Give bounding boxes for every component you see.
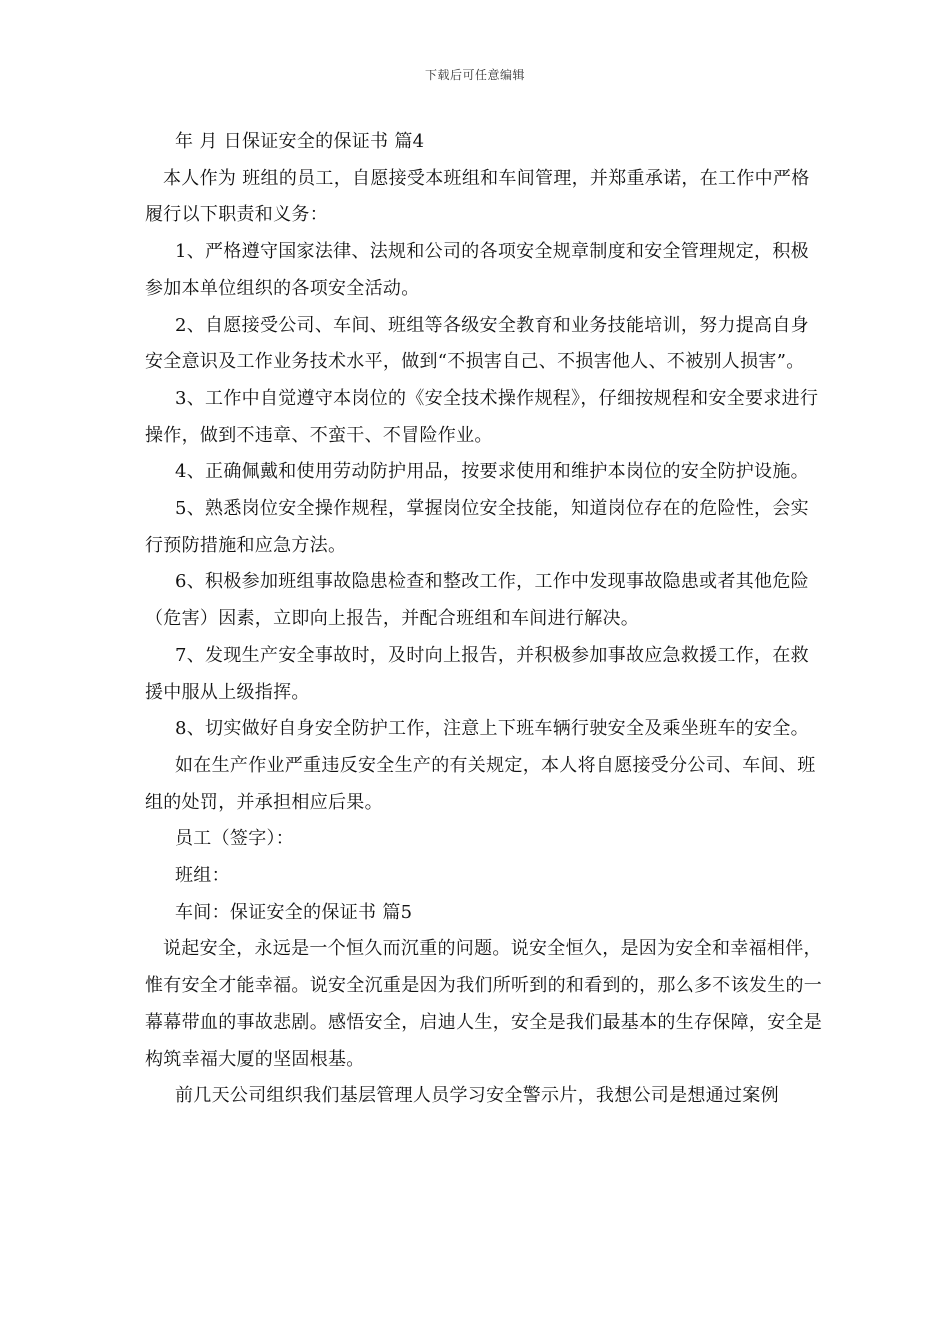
paragraph: 年 月 日保证安全的保证书 篇4 (175, 131, 425, 152)
paragraph: 1、严格遵守国家法律、法规和公司的各项安全规章制度和安全管理规定，积极参加本单位组织的各项安全活动。 (145, 241, 809, 299)
paragraph: 6、积极参加班组事故隐患检查和整改工作，工作中发现事故隐患或者其他危险（危害）因素，立即向上报告，并配合班组和车间进行解决。 (145, 571, 809, 630)
paragraph: 车间：保证安全的保证书 篇5 (175, 901, 413, 923)
paragraph: 2、自愿接受公司、车间、班组等各级安全教育和业务技能培训，努力提高自身安全意识及工作业务技术水平，做到“不损害自己、不损害他人、不被别人损害”。 (145, 314, 809, 373)
paragraph: 如在生产作业严重违反安全生产的有关规定，本人将自愿接受分公司、车间、班组的处罚，并承担相应后果。 (145, 754, 816, 813)
document-body (145, 124, 825, 1115)
header-note: 下载后可任意编辑 (424, 68, 525, 82)
paragraph: 班组： (175, 865, 230, 887)
paragraph: 8、切实做好自身安全防护工作，注意上下班车辆行驶安全及乘坐班车的安全。 (175, 718, 809, 740)
paragraph: 员工（签字）： (175, 828, 295, 850)
paragraph: 说起安全，永远是一个恒久而沉重的问题。说安全恒久，是因为安全和幸福相伴，惟有安全才能幸福。说安全沉重是因为我们所听到的和看到的，那么多不该发生的一幕幕带血的事故悲剧。感悟安全，启迪人生，安全是我们最基本的生存保障，安全是构筑幸福大厦的坚固根基。 (145, 938, 823, 1070)
paragraph: 7、发现生产安全事故时，及时向上报告，并积极参加事故应急救援工作，在救援中服从上级指挥。 (145, 644, 809, 703)
paragraph: 前几天公司组织我们基层管理人员学习安全警示片，我想公司是想通过案例 (175, 1085, 779, 1107)
paragraph: 3、工作中自觉遵守本岗位的《安全技术操作规程》，仔细按规程和安全要求进行操作，做到不违章、不蛮干、不冒险作业。 (145, 387, 819, 446)
paragraph: 本人作为 班组的员工，自愿接受本班组和车间管理，并郑重承诺，在工作中严格履行以下职责和义务： (145, 167, 810, 226)
paragraph: 4、正确佩戴和使用劳动防护用品，按要求使用和维护本岗位的安全防护设施。 (175, 461, 809, 483)
paragraph: 5、熟悉岗位安全操作规程，掌握岗位安全技能，知道岗位存在的危险性，会实行预防措施和应急方法。 (145, 498, 809, 556)
